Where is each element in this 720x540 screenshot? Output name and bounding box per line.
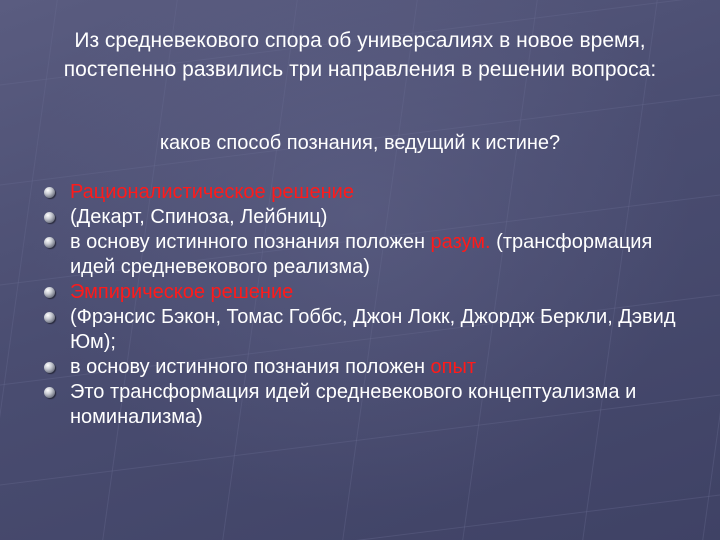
bullet-icon (44, 212, 55, 223)
bullet-item (44, 380, 684, 430)
bullet-icon (44, 387, 55, 398)
bullet-text: (трансформация идей средневекового реализма) (70, 231, 653, 278)
highlight-experience: опыт (430, 356, 477, 378)
highlight-reason: разум. (430, 231, 491, 253)
bullet-item (44, 230, 684, 280)
bullet-icon (44, 237, 55, 248)
rationalist-philosophers: (Декарт, Спиноза, Лейбниц) (70, 206, 328, 228)
bullet-item (44, 280, 684, 305)
bullet-icon (44, 287, 55, 298)
bullet-icon (44, 187, 55, 198)
bullet-item (44, 205, 684, 230)
empirical-solution-label: Эмпирическое решение (70, 281, 294, 303)
bullet-item (44, 305, 684, 355)
bullet-list (44, 180, 684, 430)
bullet-text: в основу истинного познания положен (70, 356, 431, 378)
bullet-item (44, 355, 684, 380)
slide-heading: Из средневекового спора об универсалиях в новое время, постепенно развились три направления в решении вопроса: (63, 29, 657, 81)
rationalist-solution-label: Рационалистическое решение (70, 181, 354, 203)
bullet-text: Это трансформация идей средневекового концептуализма и номинализма) (70, 381, 637, 428)
bullet-text: в основу истинного познания положен (70, 231, 431, 253)
bullet-icon (44, 362, 55, 373)
bullet-item (44, 180, 684, 205)
empiricist-philosophers: (Фрэнсис Бэкон, Томас Гоббс, Джон Локк, Джордж Беркли, Дэвид Юм); (70, 306, 676, 353)
slide-question: каков способ познания, ведущий к истине? (159, 132, 561, 154)
bullet-icon (44, 312, 55, 323)
